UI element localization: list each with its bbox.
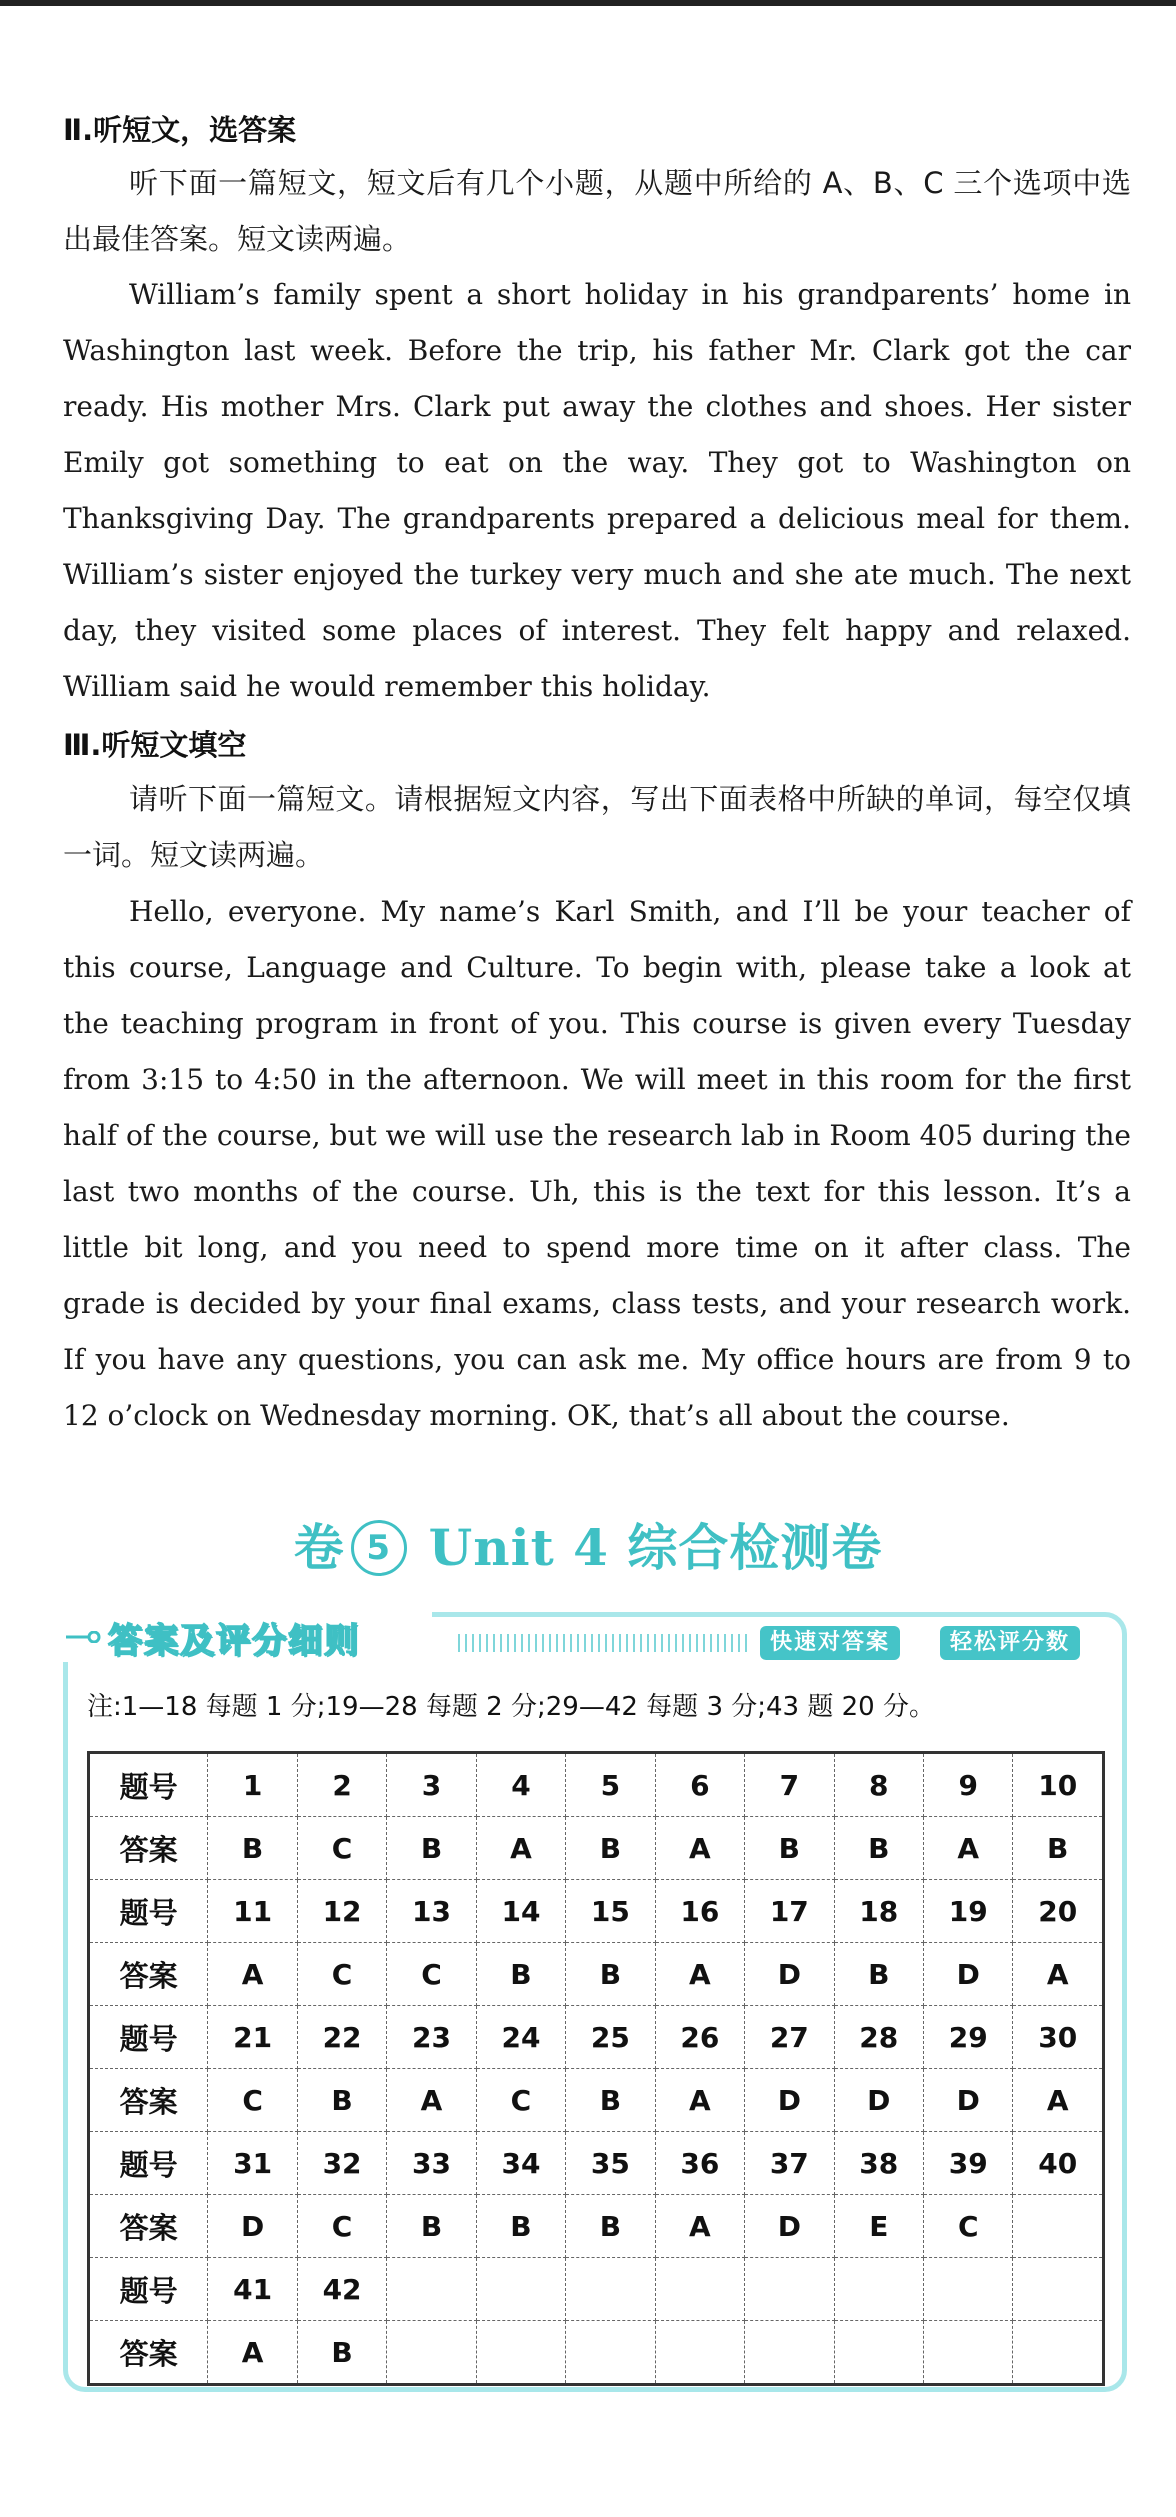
answer-cell: B: [745, 1817, 834, 1880]
question-number: 18: [834, 1880, 923, 1943]
question-number: 1: [208, 1753, 297, 1817]
answer-cell: E: [834, 2195, 923, 2258]
quick-answer-tag: 快速对答案: [760, 1626, 900, 1660]
question-row: [89, 2258, 1104, 2321]
question-row: [89, 1880, 1104, 1943]
answer-label: 答案: [89, 2195, 208, 2258]
empty-cell: [476, 2258, 565, 2321]
answer-cell: C: [208, 2069, 297, 2132]
answer-cell: B: [566, 1943, 655, 2006]
question-row: [89, 2132, 1104, 2195]
question-number: 9: [924, 1753, 1013, 1817]
answer-cell: A: [1013, 1943, 1104, 2006]
section-3-heading: Ⅲ.听短文填空: [63, 728, 247, 762]
top-border: [0, 0, 1176, 6]
question-number: 13: [387, 1880, 476, 1943]
question-number: 11: [208, 1880, 297, 1943]
answer-label: 答案: [89, 1943, 208, 2006]
empty-cell: [387, 2321, 476, 2385]
empty-cell: [745, 2258, 834, 2321]
question-number: 30: [1013, 2006, 1104, 2069]
question-number: 8: [834, 1753, 923, 1817]
question-number: 28: [834, 2006, 923, 2069]
answer-table: [87, 1751, 1105, 2386]
answer-cell: B: [834, 1943, 923, 2006]
question-number: 31: [208, 2132, 297, 2195]
question-number: 26: [655, 2006, 744, 2069]
question-number: 15: [566, 1880, 655, 1943]
answer-cell: D: [745, 2195, 834, 2258]
empty-cell: [834, 2258, 923, 2321]
empty-cell: [655, 2321, 744, 2385]
question-number: 42: [297, 2258, 386, 2321]
question-number: 23: [387, 2006, 476, 2069]
empty-cell: [1013, 2258, 1104, 2321]
answer-cell: C: [297, 1943, 386, 2006]
section-2-passage: William’s family spent a short holiday in his grandparents’ home in Washington last week. Before the trip, his father Mr. Clark got the car ready. His mother Mrs. Clark put away the clothes and shoes. Her sister Emily got something to eat on the way. They got to Washington on Thanksgiving Day. The grandparents prepared a delicious meal for them. William’s sister enjoyed the turkey very much and she ate much. The next day, they visited some places of interest. They felt happy and relaxed. William said he would remember this holiday.: [63, 278, 1131, 703]
question-number: 38: [834, 2132, 923, 2195]
answer-box-title: 答案及评分细则: [108, 1620, 360, 1661]
question-number: 27: [745, 2006, 834, 2069]
empty-cell: [387, 2258, 476, 2321]
question-label: 题号: [89, 1880, 208, 1943]
question-number: 36: [655, 2132, 744, 2195]
answer-cell: B: [297, 2321, 386, 2385]
answer-cell: A: [476, 1817, 565, 1880]
answer-cell: B: [566, 2195, 655, 2258]
answer-cell: B: [1013, 1817, 1104, 1880]
question-number: 33: [387, 2132, 476, 2195]
empty-cell: [476, 2321, 565, 2385]
answer-cell: C: [476, 2069, 565, 2132]
answer-cell: B: [566, 1817, 655, 1880]
scoring-note: 注:1—18 每题 1 分;19—28 每题 2 分;29—42 每题 3 分;43 题 20 分。: [87, 1692, 935, 1722]
question-number: 29: [924, 2006, 1013, 2069]
section-2-heading: Ⅱ.听短文，选答案: [63, 113, 297, 147]
answer-cell: B: [387, 1817, 476, 1880]
question-number: 5: [566, 1753, 655, 1817]
question-number: 32: [297, 2132, 386, 2195]
answer-cell: B: [566, 2069, 655, 2132]
question-number: 10: [1013, 1753, 1104, 1817]
answer-cell: A: [655, 1817, 744, 1880]
answer-box-tab: [60, 1612, 432, 1662]
empty-cell: [924, 2321, 1013, 2385]
empty-cell: [566, 2321, 655, 2385]
answer-label: 答案: [89, 2069, 208, 2132]
answer-label: 答案: [89, 2321, 208, 2385]
question-number: 4: [476, 1753, 565, 1817]
answer-row: [89, 2195, 1104, 2258]
section-2-instruction: 听下面一篇短文，短文后有几个小题，从题中所给的 A、B、C 三个选项中选出最佳答案。短文读两遍。: [63, 166, 1131, 256]
question-number: 7: [745, 1753, 834, 1817]
answer-cell: B: [476, 1943, 565, 2006]
answer-cell: D: [834, 2069, 923, 2132]
question-number: 3: [387, 1753, 476, 1817]
answer-cell: A: [208, 1943, 297, 2006]
answer-cell: A: [655, 1943, 744, 2006]
question-label: 题号: [89, 2006, 208, 2069]
answer-cell: C: [297, 1817, 386, 1880]
answer-row: [89, 2069, 1104, 2132]
empty-cell: [745, 2321, 834, 2385]
answer-cell: D: [208, 2195, 297, 2258]
paper-title: [0, 1508, 1176, 1580]
empty-cell: [834, 2321, 923, 2385]
answer-cell: A: [655, 2195, 744, 2258]
divider-ticks: [458, 1634, 748, 1652]
answer-cell: B: [297, 2069, 386, 2132]
easy-score-tag: 轻松评分数: [940, 1626, 1080, 1660]
answer-box-header: [60, 1612, 1130, 1662]
empty-cell: [566, 2258, 655, 2321]
answer-cell: D: [924, 2069, 1013, 2132]
answer-cell: B: [387, 2195, 476, 2258]
question-number: 24: [476, 2006, 565, 2069]
answer-cell: A: [1013, 2069, 1104, 2132]
answer-cell: A: [208, 2321, 297, 2385]
answer-row: [89, 1817, 1104, 1880]
answer-cell: D: [745, 2069, 834, 2132]
question-number: 39: [924, 2132, 1013, 2195]
answer-cell: B: [476, 2195, 565, 2258]
empty-cell: [655, 2258, 744, 2321]
answer-row: [89, 1943, 1104, 2006]
section-3-passage: Hello, everyone. My name’s Karl Smith, and I’ll be your teacher of this course, Language and Culture. To begin with, please take a look at the teaching program in front of you. This course is given every Tuesday from 3:15 to 4:50 in the afternoon. We will meet in this room for the first half of the course, but we will use the research lab in Room 405 during the last two months of the course. Uh, this is the text for this lesson. It’s a little bit long, and you need to spend more time on it after class. The grade is decided by your final exams, class tests, and your research work. If you have any questions, you can ask me. My office hours are from 9 to 12 o’clock on Wednesday morning. OK, that’s all about the course.: [63, 895, 1131, 1432]
question-label: 题号: [89, 2258, 208, 2321]
question-number: 25: [566, 2006, 655, 2069]
answer-cell: A: [387, 2069, 476, 2132]
question-number: 34: [476, 2132, 565, 2195]
question-label: 题号: [89, 2132, 208, 2195]
question-number: 12: [297, 1880, 386, 1943]
empty-cell: [924, 2258, 1013, 2321]
answer-cell: B: [834, 1817, 923, 1880]
question-number: 20: [1013, 1880, 1104, 1943]
question-number: 22: [297, 2006, 386, 2069]
answer-cell: D: [924, 1943, 1013, 2006]
empty-cell: [1013, 2321, 1104, 2385]
question-number: 17: [745, 1880, 834, 1943]
section-3-instruction: 请听下面一篇短文。请根据短文内容，写出下面表格中所缺的单词，每空仅填一词。短文读两遍。: [63, 782, 1131, 872]
paper-number-badge: 5: [351, 1520, 407, 1576]
question-row: [89, 1753, 1104, 1817]
answer-cell: C: [924, 2195, 1013, 2258]
answer-cell: A: [924, 1817, 1013, 1880]
question-number: 16: [655, 1880, 744, 1943]
pen-icon: [66, 1632, 104, 1642]
paper-title-text: Unit 4 综合检测卷: [428, 1518, 883, 1577]
question-number: 41: [208, 2258, 297, 2321]
answer-cell: C: [387, 1943, 476, 2006]
answer-row: [89, 2321, 1104, 2385]
question-number: 2: [297, 1753, 386, 1817]
question-label: 题号: [89, 1753, 208, 1817]
question-number: 37: [745, 2132, 834, 2195]
answer-cell: C: [297, 2195, 386, 2258]
question-number: 40: [1013, 2132, 1104, 2195]
question-number: 14: [476, 1880, 565, 1943]
answer-cell: B: [208, 1817, 297, 1880]
answer-cell: D: [745, 1943, 834, 2006]
answer-label: 答案: [89, 1817, 208, 1880]
paper-prefix: 卷: [293, 1518, 345, 1577]
question-number: 35: [566, 2132, 655, 2195]
question-row: [89, 2006, 1104, 2069]
answer-cell: A: [655, 2069, 744, 2132]
question-number: 19: [924, 1880, 1013, 1943]
question-number: 21: [208, 2006, 297, 2069]
answer-cell: [1013, 2195, 1104, 2258]
question-number: 6: [655, 1753, 744, 1817]
